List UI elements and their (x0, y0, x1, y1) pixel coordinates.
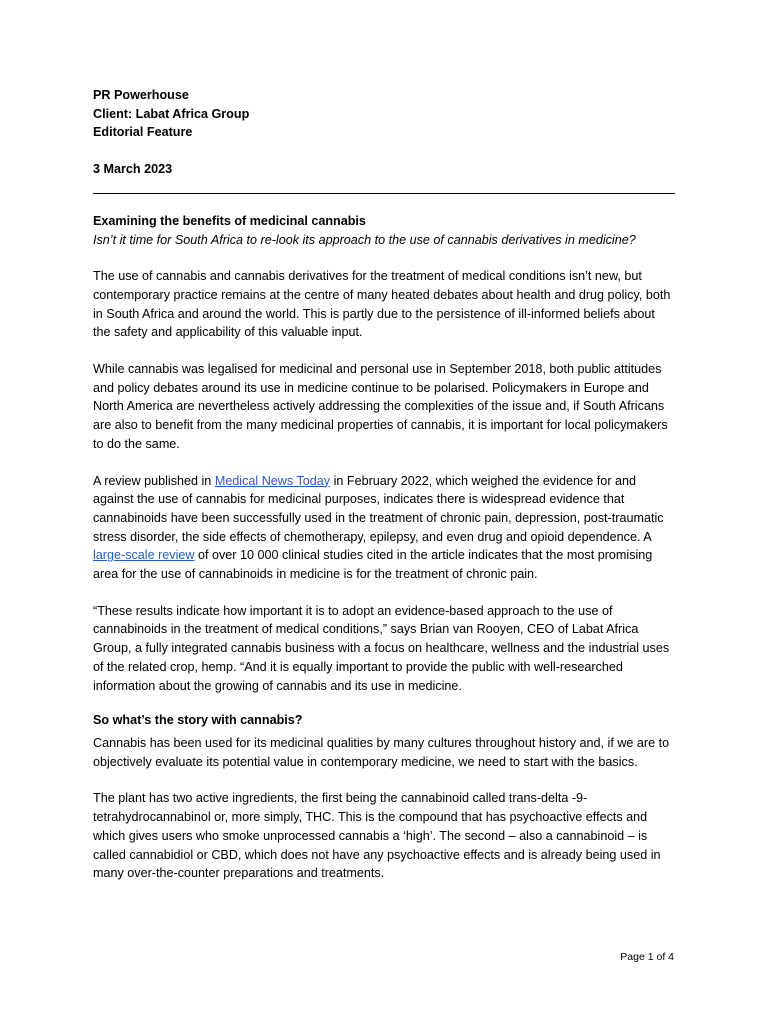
paragraph-3-text-a: A review published in (93, 473, 215, 488)
paragraph-3 (93, 472, 675, 584)
large-scale-review-link[interactable]: large-scale review (93, 548, 195, 563)
article-subtitle: Isn’t it time for South Africa to re-look its approach to the use of cannabis derivatives in medicine? (93, 232, 636, 247)
paragraph-6: The plant has two active ingredients, the first being the cannabinoid called trans-delta -9-tetrahydrocannabinol or, more simply, THC. This is the compound that has psychoactive effects and which gives users who smoke unprocessed cannabis a ‘high’. The second – also a cannabinoid – is called cannabidiol or CBD, which does not have any psychoactive effects and is already being used in many over-the-counter preparations and treatments. (93, 791, 661, 881)
document-type: Editorial Feature (93, 125, 193, 140)
page-content (93, 86, 675, 883)
article-title: Examining the benefits of medicinal cannabis (93, 213, 366, 228)
agency-name: PR Powerhouse (93, 88, 189, 102)
paragraph-5: Cannabis has been used for its medicinal qualities by many cultures throughout history and, if we are to objectively evaluate its potential value in contemporary medicine, we need to start with the basics. (93, 735, 670, 769)
document-date: 3 March 2023 (93, 162, 173, 177)
paragraph-4: “These results indicate how important it is to adopt an evidence-based approach to the use of cannabinoids in the treatment of medical conditions,” says Brian van Rooyen, CEO of Labat Africa Group, a fully integrated cannabis business with a focus on healthcare, wellness and the industrial uses of the related crop, hemp. “And it is equally important to provide the public with well-researched information about the growing of cannabis and its use in medicine. (93, 603, 670, 693)
page-number: Page 1 of 4 (620, 951, 674, 963)
medical-news-today-link[interactable]: Medical News Today (214, 473, 331, 488)
paragraph-1: The use of cannabis and cannabis derivatives for the treatment of medical conditions isn’t new, but contemporary practice remains at the centre of many heated debates about health and drug policy, both in South Africa and around the world. This is partly due to the persistence of ill-informed beliefs about the safety and applicability of this valuable input. (93, 269, 671, 340)
paragraph-2: While cannabis was legalised for medicinal and personal use in September 2018, both public attitudes and policy debates around its use in medicine continue to be polarised. Policymakers in Europe and North America are nevertheless actively addressing the complexities of the issue and, if South Africans are also to benefit from the many medicinal properties of cannabis, it is important for local policymakers to do the same. (93, 362, 668, 451)
client-name: Client: Labat Africa Group (93, 106, 250, 121)
section-heading: So what’s the story with cannabis? (93, 713, 303, 728)
header-divider (93, 193, 675, 194)
paragraph-3-text-c: of over 10 000 clinical studies cited in the article indicates that the most promising area for the use of cannabinoids in medicine is for the treatment of chronic pain. (93, 548, 653, 582)
document-header (93, 86, 675, 142)
paragraph-3-text-b: in February 2022, which weighed the evidence for and against the use of cannabis for medicinal purposes, indicates there is widespread evidence that cannabinoids have been successfully used in the treatment of chronic pain, depression, post-traumatic stress disorder, the side effects of chemotherapy, epilepsy, and even drug and opioid dependence. A (93, 473, 664, 544)
